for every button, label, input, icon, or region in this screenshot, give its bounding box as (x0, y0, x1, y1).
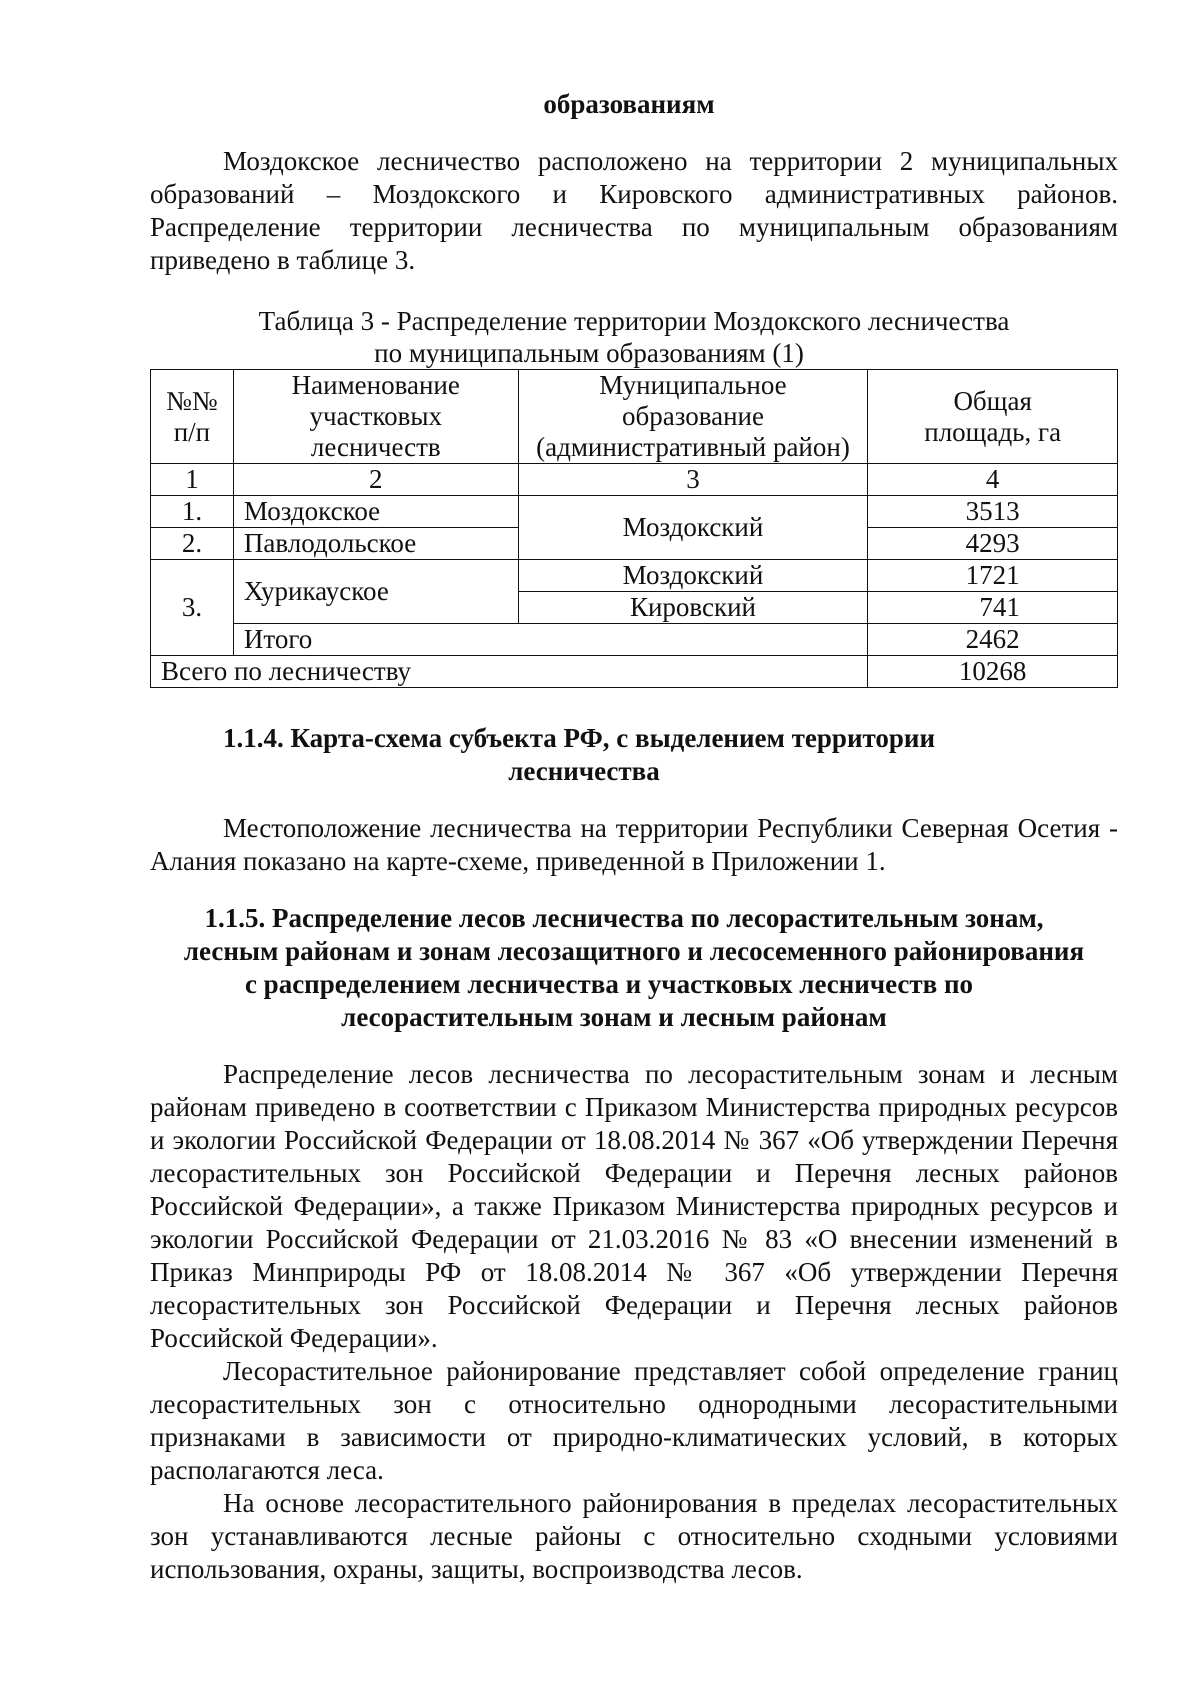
index-cell: 3 (518, 464, 868, 496)
index-cell: 4 (868, 464, 1118, 496)
total-label: Всего по лесничеству (151, 656, 868, 688)
document-page (150, 88, 1118, 1586)
subtotal-area: 2462 (868, 624, 1118, 656)
header-name (233, 370, 518, 464)
table-row (151, 560, 1118, 592)
paragraph-districts: На основе лесорастительного районирования в пределах лесорастительных зон устанавливаются лесные районы с относительно сходными условиями использования, охраны, защиты, воспроизводства лесов. (150, 1488, 1118, 1584)
section-115-line2: лесным районам и зонам лесозащитного и лесосеменного районирования (183, 936, 1085, 966)
row-forestry-name: Хурикауское (233, 560, 518, 624)
table-header-row (151, 370, 1118, 464)
header-number-line2: п/п (173, 416, 211, 447)
table-row (151, 496, 1118, 528)
section-115-line3: с распределением лесничества и участковых лесничеств по (244, 969, 974, 999)
paragraph-distribution: Распределение лесов лесничества по лесорастительным зонам и лесным районам приведено в соответствии с Приказом Министерства природных ресурсов и экологии Российской Федерации от 18.08.2014 № 367 «Об утверждении Перечня лесорастительных зон Российской Федерации и Перечня лесных районов Российской Федерации», а также Приказом Министерства природных ресурсов и экологии Российской Федерации от 21.03.2016 № 83 «О внесении изменений в Приказ Минприроды РФ от 18.08.2014 № 367 «Об утверждении Перечня лесорастительных зон Российской Федерации и Перечня лесных районов Российской Федерации». (150, 1059, 1118, 1353)
row-municipality: Моздокский (518, 496, 868, 560)
row-area: 3513 (868, 496, 1118, 528)
section-115-line1: 1.1.5. Распределение лесов лесничества по лесорастительным зонам, (204, 903, 1044, 933)
row-forestry-name: Моздокское (233, 496, 518, 528)
section-115-line4: лесорастительным зонам и лесным районам (341, 1002, 887, 1032)
header-area (868, 370, 1118, 464)
section-114-line2: лесничества (508, 756, 660, 786)
paragraph-location: Местоположение лесничества на территории Республики Северная Осетия - Алания показано на карте-схеме, приведенной в Приложении 1. (150, 813, 1118, 876)
row-forestry-name: Павлодольское (233, 528, 518, 560)
row-number: 3. (151, 560, 234, 656)
section-114-heading (150, 722, 1118, 788)
section-115-heading (150, 902, 1118, 1034)
table-total-row (151, 656, 1118, 688)
paragraph-zoning: Лесорастительное районирование представляет собой определение границ лесорастительных зон с относительно однородными лесорастительными признаками в зависимости от природно-климатических условий, в которых располагаются леса. (150, 1356, 1118, 1485)
header-name-line2: участковых лесничеств (309, 401, 442, 462)
header-area-line1: Общая (953, 385, 1032, 416)
header-number (151, 370, 234, 464)
row-area: 1721 (868, 560, 1118, 592)
header-municipality-line2: (административный район) (536, 432, 850, 462)
paragraph-intro: Моздокское лесничество расположено на территории 2 муниципальных образований – Моздокского и Кировского административных районов. Распределение территории лесничества по муниципальным образованиям приведено в таблице 3. (150, 146, 1118, 275)
header-name-line1: Наименование (291, 370, 460, 400)
section-114-line1: 1.1.4. Карта-схема субъекта РФ, с выделением территории (222, 723, 936, 753)
row-municipality: Моздокский (518, 560, 868, 592)
table-3 (150, 369, 1118, 688)
top-heading: образованиям (543, 89, 715, 119)
header-number-line1: №№ (166, 385, 218, 416)
table-subtotal-row (151, 624, 1118, 656)
header-area-line2: площадь, га (924, 416, 1062, 447)
row-number: 1. (151, 496, 234, 528)
subtotal-label: Итого (233, 624, 867, 656)
table-caption-line1: Таблица 3 - Распределение территории Моздокского лесничества (258, 306, 1010, 336)
row-area: 4293 (868, 528, 1118, 560)
row-number: 2. (151, 528, 234, 560)
row-area: 741 (868, 592, 1118, 624)
index-cell: 2 (233, 464, 518, 496)
index-cell: 1 (151, 464, 234, 496)
total-area: 10268 (868, 656, 1118, 688)
table-index-row (151, 464, 1118, 496)
table-caption (150, 305, 1118, 369)
header-municipality (518, 370, 868, 464)
row-municipality: Кировский (518, 592, 868, 624)
header-municipality-line1: Муниципальное образование (599, 370, 787, 431)
table-caption-line2: по муниципальным образованиям (1) (374, 338, 804, 368)
